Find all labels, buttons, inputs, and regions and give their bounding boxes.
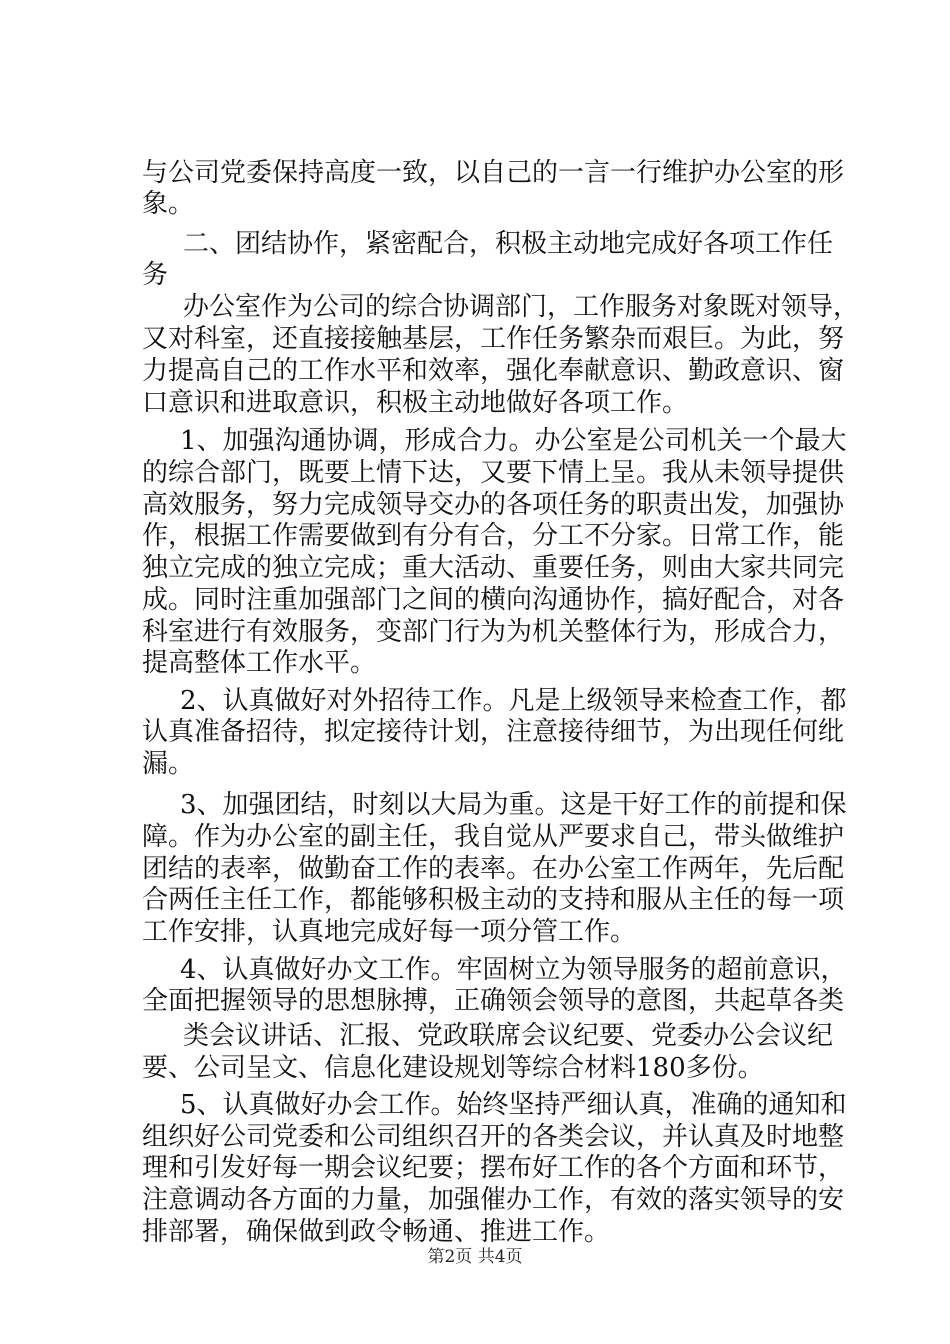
text-line: 5、认真做好办会工作。始终坚持严细认真，准确的通知和 [180, 1090, 847, 1120]
text-line: 全面把握领导的思想脉搏，正确领会领导的意图，共起草各类 [142, 986, 845, 1016]
text-line: 组织好公司党委和公司组织召开的各类会议，并认真及时地整 [142, 1122, 845, 1152]
text-line: 排部署，确保做到政令畅通、推进工作。 [142, 1217, 611, 1247]
text-line: 科室进行有效服务，变部门行为为机关整体行为，形成合力， [142, 617, 845, 647]
text-line: 理和引发好每一期会议纪要；摆布好工作的各个方面和环节， [142, 1153, 845, 1183]
text-line: 3、加强团结，时刻以大局为重。这是干好工作的前提和保 [180, 790, 847, 820]
text-line: 障。作为办公室的副主任，我自觉从严要求自己，带头做维护 [142, 822, 845, 852]
section-heading: 务 [142, 260, 169, 290]
text-line: 口意识和进取意识，积极主动地做好各项工作。 [142, 388, 689, 418]
text-line: 与公司党委保持高度一致，以自己的一言一行维护办公室的形 [142, 158, 845, 188]
text-line: 工作安排，认真地完成好每一项分管工作。 [142, 917, 637, 947]
text-line: 2、认真做好对外招待工作。凡是上级领导来检查工作，都 [180, 686, 847, 716]
page-footer: 第2页 共4页 [427, 1247, 523, 1267]
text-line: 团结的表率，做勤奋工作的表率。在办公室工作两年，先后配 [142, 854, 845, 884]
text-line: 合两任主任工作，都能够积极主动的支持和服从主任的每一项 [142, 885, 845, 915]
text-line: 又对科室，还直接接触基层，工作任务繁杂而艰巨。为此，努 [142, 324, 845, 354]
section-heading: 二、团结协作，紧密配合，积极主动地完成好各项工作任 [183, 229, 834, 259]
text-line: 4、认真做好办文工作。牢固树立为领导服务的超前意识， [180, 955, 847, 985]
text-line: 独立完成的独立完成；重大活动、重要任务，则由大家共同完 [142, 553, 845, 583]
text-line: 作，根据工作需要做到有分有合，分工不分家。日常工作，能 [142, 521, 845, 551]
text-line: 高效服务，努力完成领导交办的各项任务的职责出发，加强协 [142, 490, 845, 520]
text-line: 提高整体工作水平。 [142, 648, 377, 678]
text-line: 认真准备招待，拟定接待计划，注意接待细节，为出现任何纰 [142, 717, 845, 747]
text-line: 的综合部门，既要上情下达，又要下情上呈。我从未领导提供 [142, 458, 845, 488]
text-line: 要、公司呈文、信息化建设规划等综合材料180多份。 [142, 1053, 764, 1083]
text-line: 象。 [142, 189, 195, 219]
text-line: 1、加强沟通协调，形成合力。办公室是公司机关一个最大 [180, 426, 847, 456]
text-line: 力提高自己的工作水平和效率，强化奉献意识、勤政意识、窗 [142, 356, 845, 386]
text-line: 注意调动各方面的力量，加强催办工作，有效的落实领导的安 [142, 1185, 845, 1215]
text-line: 类会议讲话、汇报、党政联席会议纪要、党委办公会议纪 [183, 1021, 834, 1051]
text-line: 漏。 [142, 749, 195, 779]
text-line: 办公室作为公司的综合协调部门，工作服务对象既对领导， [183, 292, 860, 322]
text-line: 成。同时注重加强部门之间的横向沟通协作，搞好配合，对各 [142, 585, 845, 615]
